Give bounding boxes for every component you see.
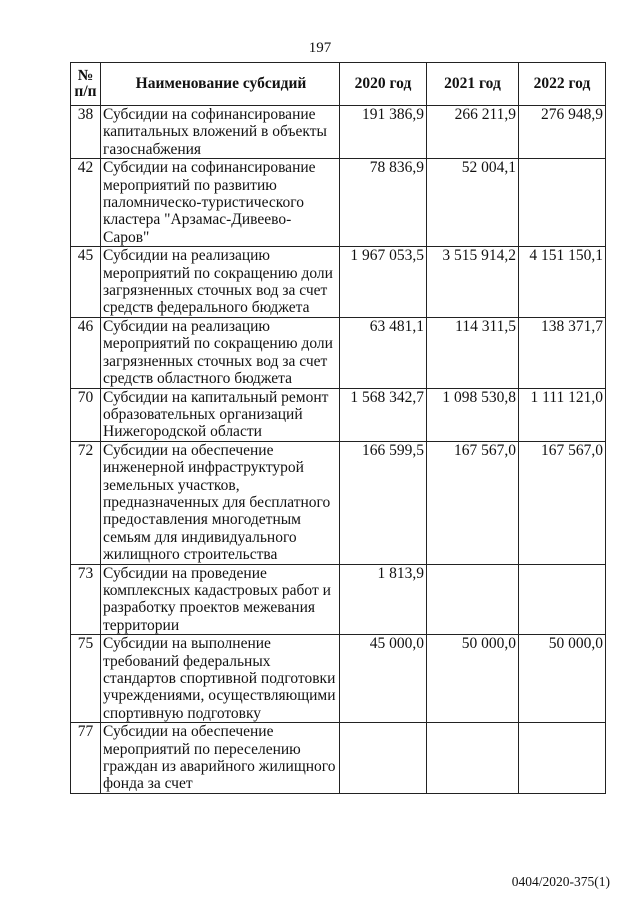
value-2022: 138 371,7 xyxy=(519,317,606,388)
value-2021: 167 567,0 xyxy=(427,441,519,564)
table-row xyxy=(71,441,606,564)
table-row xyxy=(71,723,606,794)
value-2022: 50 000,0 xyxy=(519,635,606,723)
subsidy-name: Субсидии на реализацию мероприятий по сокращению доли загрязненных сточных вод за счет средств областного бюджета xyxy=(101,317,340,388)
value-2022: 276 948,9 xyxy=(519,106,606,159)
table-header-row xyxy=(71,63,606,106)
value-2022 xyxy=(519,723,606,794)
header-num: № п/п xyxy=(71,63,101,106)
subsidies-table xyxy=(70,62,606,794)
row-number: 73 xyxy=(71,564,101,635)
value-2021: 1 098 530,8 xyxy=(427,388,519,441)
value-2020: 1 568 342,7 xyxy=(340,388,427,441)
page-number: 197 xyxy=(308,40,332,56)
value-2020: 1 967 053,5 xyxy=(340,247,427,318)
value-2020: 78 836,9 xyxy=(340,159,427,247)
value-2022 xyxy=(519,159,606,247)
table-row xyxy=(71,317,606,388)
table-row xyxy=(71,247,606,318)
subsidy-name: Субсидии на обеспечение инженерной инфраструктурой земельных участков, предназначенных для бесплатного предоставления многодетным семьям для индивидуального жилищного строительства xyxy=(101,441,340,564)
subsidy-name: Субсидии на выполнение требований федеральных стандартов спортивной подготовки учреждениями, осуществляющими спортивную подготовку xyxy=(101,635,340,723)
value-2022: 4 151 150,1 xyxy=(519,247,606,318)
value-2020 xyxy=(340,723,427,794)
subsidy-name: Субсидии на реализацию мероприятий по сокращению доли загрязненных сточных вод за счет средств федерального бюджета xyxy=(101,247,340,318)
subsidy-name: Субсидии на проведение комплексных кадастровых работ и разработку проектов межевания территории xyxy=(101,564,340,635)
subsidy-name: Субсидии на обеспечение мероприятий по переселению граждан из аварийного жилищного фонда за счет xyxy=(101,723,340,794)
value-2022: 167 567,0 xyxy=(519,441,606,564)
table-row xyxy=(71,106,606,159)
document-code: 0404/2020-375(1) xyxy=(511,874,610,889)
value-2021: 52 004,1 xyxy=(427,159,519,247)
value-2020: 63 481,1 xyxy=(340,317,427,388)
value-2020: 45 000,0 xyxy=(340,635,427,723)
value-2021: 50 000,0 xyxy=(427,635,519,723)
table-row xyxy=(71,388,606,441)
header-2020: 2020 год xyxy=(340,63,427,106)
row-number: 38 xyxy=(71,106,101,159)
subsidy-name: Субсидии на капитальный ремонт образовательных организаций Нижегородской области xyxy=(101,388,340,441)
row-number: 46 xyxy=(71,317,101,388)
subsidy-name: Субсидии на софинансирование капитальных вложений в объекты газоснабжения xyxy=(101,106,340,159)
subsidy-name: Субсидии на софинансирование мероприятий по развитию паломническо-туристического кластера "Арзамас-Дивеево-Саров" xyxy=(101,159,340,247)
table-row xyxy=(71,635,606,723)
value-2021 xyxy=(427,723,519,794)
row-number: 72 xyxy=(71,441,101,564)
header-2021: 2021 год xyxy=(427,63,519,106)
value-2020: 191 386,9 xyxy=(340,106,427,159)
value-2022 xyxy=(519,564,606,635)
row-number: 70 xyxy=(71,388,101,441)
header-2022: 2022 год xyxy=(519,63,606,106)
value-2021: 266 211,9 xyxy=(427,106,519,159)
value-2021: 3 515 914,2 xyxy=(427,247,519,318)
value-2021 xyxy=(427,564,519,635)
row-number: 75 xyxy=(71,635,101,723)
row-number: 42 xyxy=(71,159,101,247)
table-row xyxy=(71,159,606,247)
value-2020: 1 813,9 xyxy=(340,564,427,635)
value-2021: 114 311,5 xyxy=(427,317,519,388)
table-row xyxy=(71,564,606,635)
header-name: Наименование субсидий xyxy=(101,63,340,106)
row-number: 77 xyxy=(71,723,101,794)
value-2020: 166 599,5 xyxy=(340,441,427,564)
value-2022: 1 111 121,0 xyxy=(519,388,606,441)
row-number: 45 xyxy=(71,247,101,318)
